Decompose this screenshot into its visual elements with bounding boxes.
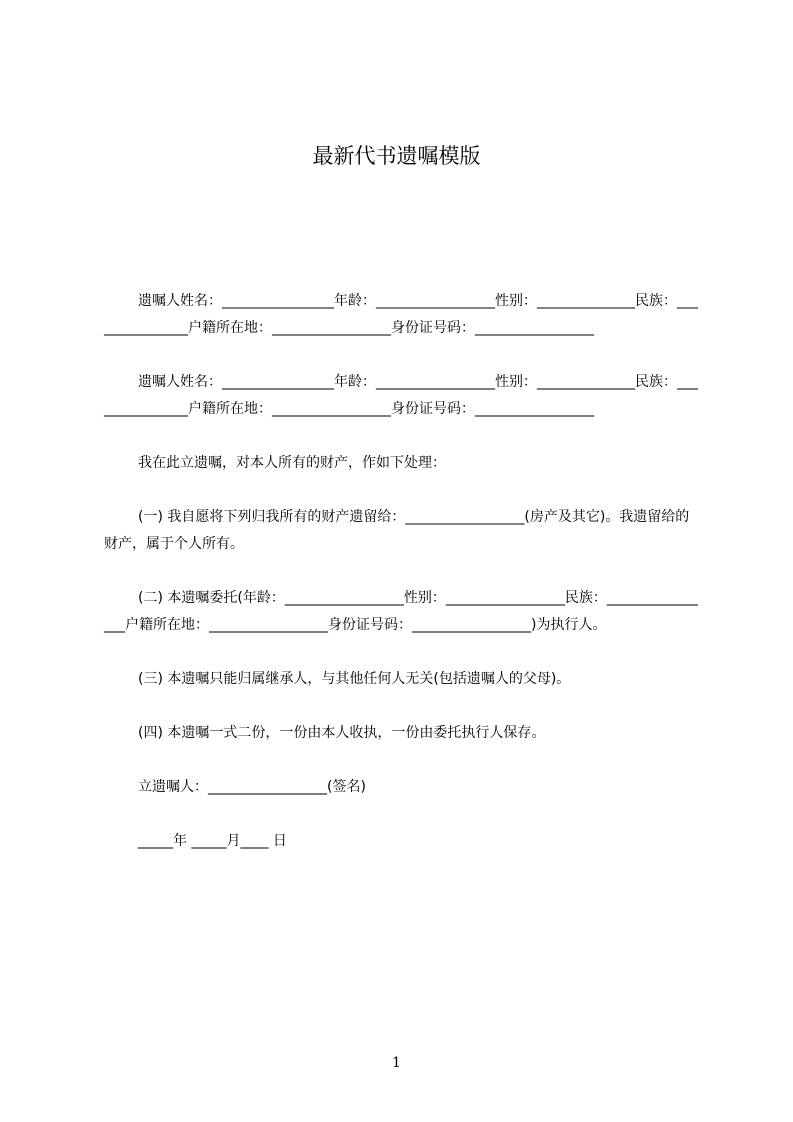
testator-info-paragraph-1: 遗嘱人姓名：________________年龄：_________________性别：______________民族：_______________户籍所在地：_________________身份证号码：_________________: [104, 293, 698, 336]
page-number: 1: [392, 1055, 401, 1071]
will-intro-paragraph: 我在此立遗嘱，对本人所有的财产，作如下处理：: [138, 455, 446, 471]
clause-2-paragraph: (二) 本遗嘱委托(年龄：_________________性别：_________________民族：________________户籍所在地：_________________身份证号码：_________________)为执行人。: [104, 590, 698, 633]
document-body: [104, 288, 700, 882]
document-title: 最新代书遗嘱模版: [312, 144, 481, 168]
clause-1-paragraph: (一) 我自愿将下列归我所有的财产遗留给：_________________(房产及其它)。我遗留给的财产，属于个人所有。: [104, 509, 690, 552]
date-line: _____年 _____月____ 日: [138, 833, 287, 849]
testator-info-paragraph-2: 遗嘱人姓名：________________年龄：_________________性别：______________民族：_______________户籍所在地：_________________身份证号码：_________________: [104, 374, 698, 417]
clause-4-paragraph: (四) 本遗嘱一式二份，一份由本人收执，一份由委托执行人保存。: [138, 725, 546, 741]
signature-line: 立遗嘱人：_________________(签名): [138, 779, 366, 795]
clause-3-paragraph: (三) 本遗嘱只能归属继承人，与其他任何人无关(包括遗嘱人的父母)。: [138, 671, 571, 687]
